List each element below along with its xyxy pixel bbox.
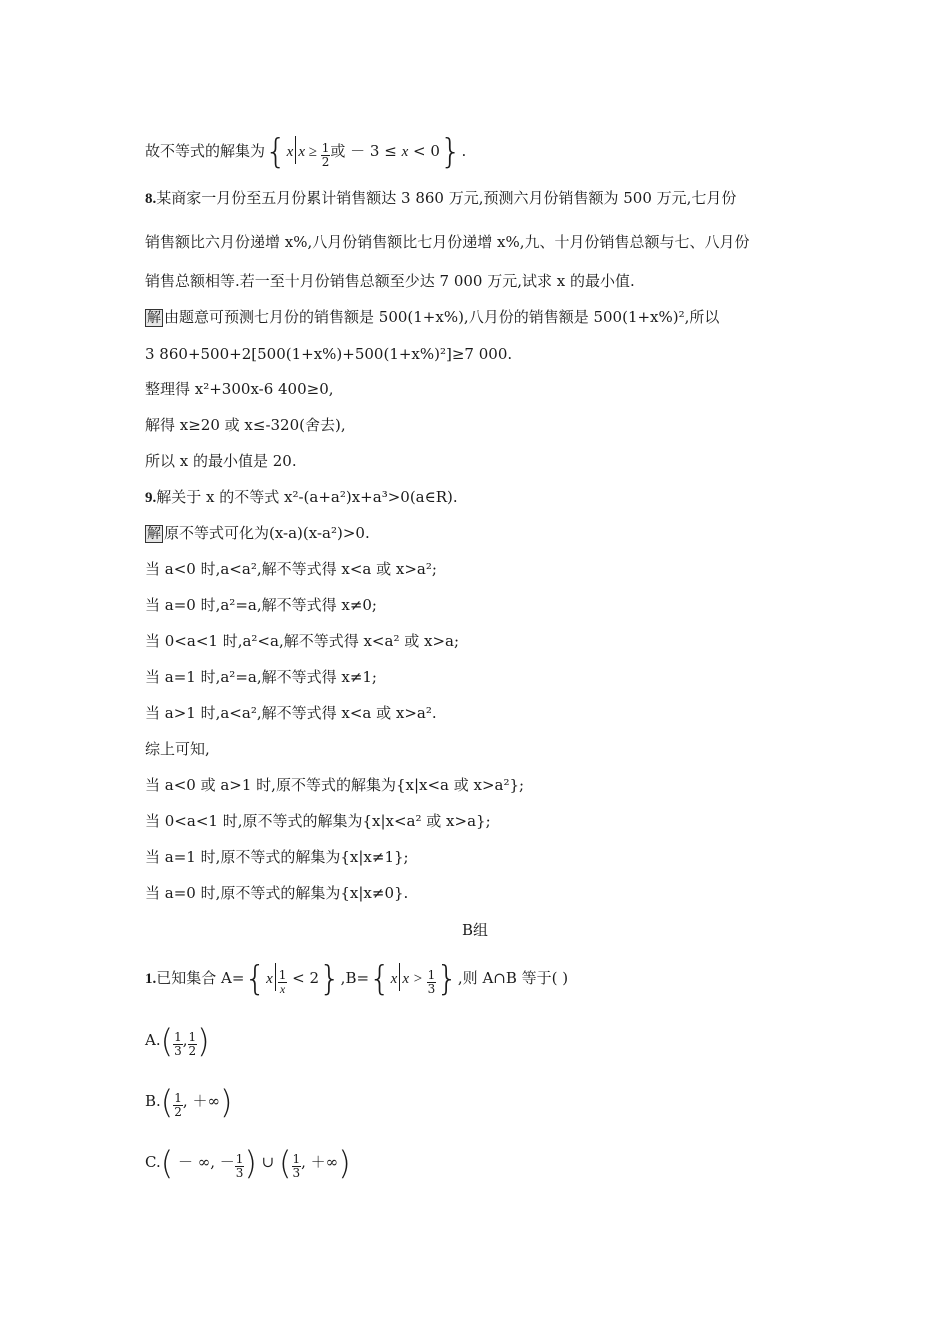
- left-paren: (: [160, 1083, 174, 1121]
- right-paren: ): [244, 1144, 257, 1182]
- question-b1-suffix: ,则 A∩B 等于( ): [457, 969, 569, 987]
- set-b-var: x: [390, 971, 398, 987]
- right-paren: ): [219, 1083, 233, 1121]
- solution-9-text-1: 原不等式可化为(x-a)(x-a²)>0.: [164, 524, 370, 542]
- fraction-one-half: $\frac{1}{2}$: [174, 1091, 182, 1119]
- question-b1-mid: ,B=: [340, 969, 370, 987]
- group-b-heading: B组: [461, 921, 489, 939]
- union-symbol: ∪: [256, 1153, 280, 1171]
- solution-set-prefix: 故不等式的解集为: [145, 142, 266, 160]
- solution-9-line-6: 当 a>1 时,a<a²,解不等式得 x<a 或 x>a².: [145, 704, 437, 722]
- question-b1-prefix: 已知集合 A=: [156, 969, 245, 987]
- solution-set-line: [145, 132, 467, 172]
- fraction-one-third: $\frac{1}{3}$: [174, 1030, 182, 1058]
- solution-9-line-5: 当 a=1 时,a²=a,解不等式得 x≠1;: [145, 668, 377, 686]
- left-brace: {: [265, 132, 287, 172]
- comma: ,: [182, 1031, 188, 1049]
- option-b[interactable]: [145, 1083, 233, 1121]
- left-paren: (: [279, 1144, 292, 1182]
- or-text: 或: [330, 142, 351, 160]
- condition-2: － 3 ≤: [350, 142, 402, 160]
- right-brace: }: [436, 959, 458, 999]
- fraction-one-half: $\frac{1}{2}$: [321, 141, 330, 169]
- problem-9-text: 解关于 x 的不等式 x²-(a+a²)x+a³>0(a∈R).: [156, 488, 458, 506]
- set-a-var: x: [266, 971, 273, 987]
- left-brace: {: [244, 959, 267, 999]
- option-b-rest: , ＋∞: [182, 1092, 220, 1110]
- question-b1-number: 1.: [145, 971, 157, 987]
- fraction-1-over-x: $\frac{1}{x}$: [278, 968, 287, 996]
- solution-8-line-5: 所以 x 的最小值是 20.: [145, 452, 297, 470]
- set-bar: [295, 136, 296, 164]
- solution-8-line-2: 3 860+500+2[500(1+x%)+500(1+x%)²]≥7 000.: [145, 345, 513, 363]
- fraction-one-third: $\frac{1}{3}$: [235, 1152, 244, 1180]
- problem-8-line-2: 销售额比六月份递增 x%,八月份销售额比七月份递增 x%,九、十月份销售总额与七、八月份: [145, 233, 750, 251]
- solution-8-line-1: [145, 307, 719, 327]
- solution-8-line-4: 解得 x≥20 或 x≤-320(舍去),: [145, 416, 346, 434]
- set-a-cond: < 2: [287, 969, 320, 987]
- solution-9-line-1: [145, 523, 370, 543]
- solution-9-line-11: 当 a=0 时,原不等式的解集为{x|x≠0}.: [145, 884, 409, 902]
- fraction-one-half: $\frac{1}{2}$: [188, 1030, 197, 1058]
- solution-8-line-3: 整理得 x²+300x-6 400≥0,: [145, 380, 334, 398]
- solution-9-line-2: 当 a<0 时,a<a²,解不等式得 x<a 或 x>a²;: [145, 560, 437, 578]
- solution-8-text-1: 由题意可预测七月份的销售额是 500(1+x%),八月份的销售额是 500(1+x%)²,所以: [164, 308, 720, 326]
- right-brace: }: [439, 132, 462, 172]
- problem-9-line: [145, 487, 458, 508]
- option-a-label: A.: [145, 1031, 161, 1049]
- condition-var: x: [401, 144, 409, 160]
- right-paren: ): [338, 1144, 351, 1182]
- problem-9-number: 9.: [145, 490, 157, 506]
- right-brace: }: [319, 959, 341, 999]
- option-b-label: B.: [145, 1092, 161, 1110]
- solution-9-line-8: 当 a<0 或 a>1 时,原不等式的解集为{x|x<a 或 x>a²};: [145, 776, 525, 794]
- problem-8-line-1: [145, 188, 736, 209]
- set-bar: [275, 963, 276, 991]
- question-b1-line: [145, 959, 569, 999]
- option-c[interactable]: [145, 1144, 351, 1182]
- problem-8-line-3: 销售总额相等.若一至十月份销售总额至少达 7 000 万元,试求 x 的最小值.: [145, 272, 635, 290]
- option-a[interactable]: [145, 1022, 210, 1060]
- left-paren: (: [160, 1144, 174, 1182]
- fraction-one-third: $\frac{1}{3}$: [427, 968, 436, 996]
- problem-8-number: 8.: [145, 191, 157, 207]
- option-c-part1: － ∞, －: [173, 1153, 235, 1171]
- right-paren: ): [197, 1022, 210, 1060]
- condition-1: x ≥: [298, 144, 321, 160]
- option-c-label: C.: [145, 1153, 161, 1171]
- solution-9-line-10: 当 a=1 时,原不等式的解集为{x|x≠1};: [145, 848, 409, 866]
- solution-tag: 解: [147, 310, 161, 326]
- set-b-cond: x >: [402, 971, 427, 987]
- left-paren: (: [160, 1022, 174, 1060]
- period: .: [461, 142, 467, 160]
- solution-9-line-4: 当 0<a<1 时,a²<a,解不等式得 x<a² 或 x>a;: [145, 632, 460, 650]
- option-c-rest: , ＋∞: [301, 1153, 339, 1171]
- solution-9-line-7: 综上可知,: [145, 740, 210, 758]
- left-brace: {: [369, 959, 391, 999]
- solution-9-line-3: 当 a=0 时,a²=a,解不等式得 x≠0;: [145, 596, 377, 614]
- condition-end: < 0: [408, 142, 440, 160]
- fraction-one-third: $\frac{1}{3}$: [292, 1152, 301, 1180]
- solution-tag: 解: [147, 526, 161, 542]
- set-var: x: [286, 144, 294, 160]
- solution-9-line-9: 当 0<a<1 时,原不等式的解集为{x|x<a² 或 x>a};: [145, 812, 491, 830]
- problem-8-text-1: 某商家一月份至五月份累计销售额达 3 860 万元,预测六月份销售额为 500 万元,七月份: [156, 189, 737, 207]
- set-bar: [399, 963, 400, 991]
